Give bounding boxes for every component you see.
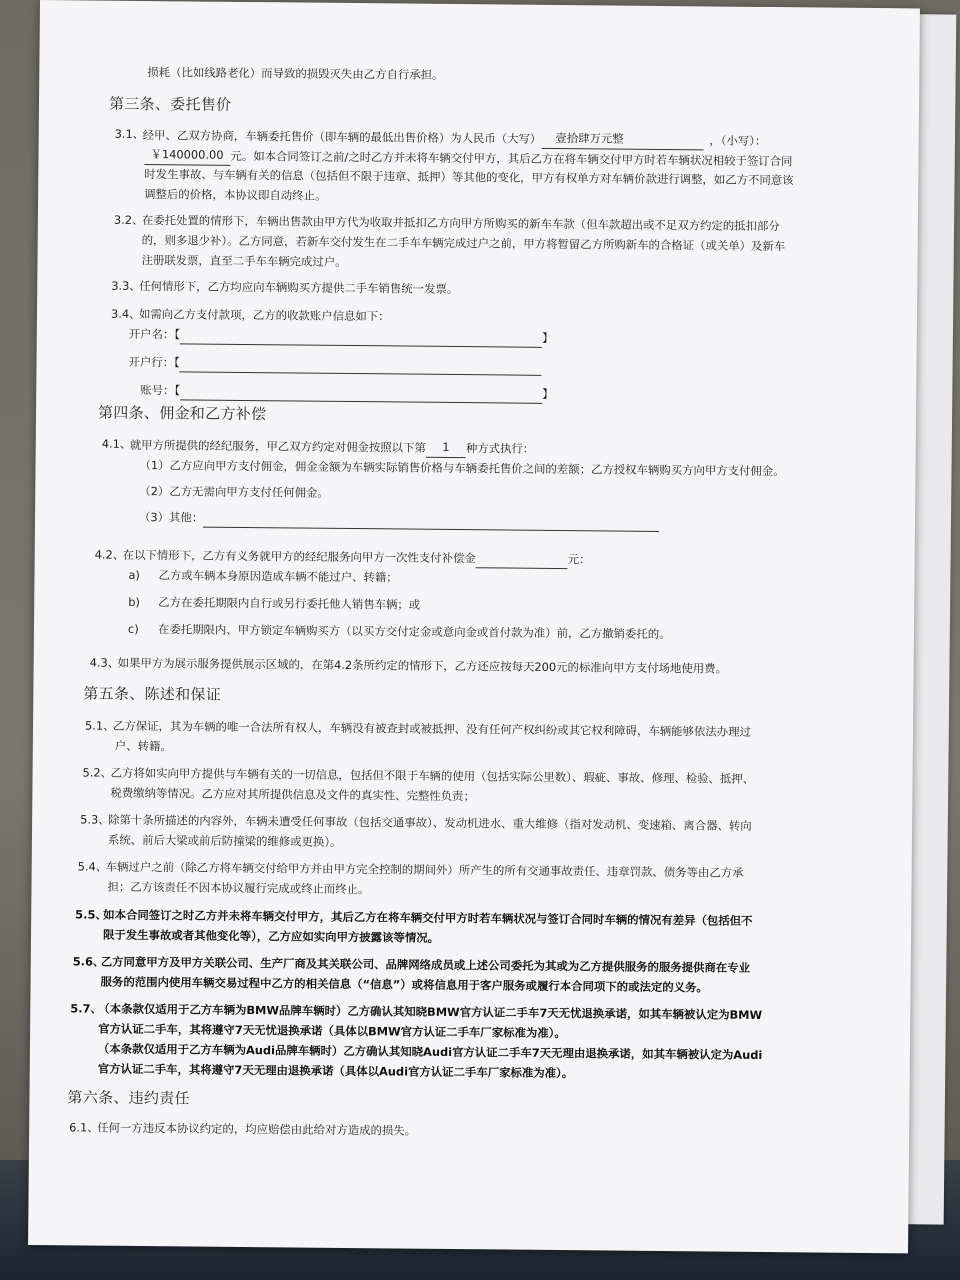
clause-5-5-line2: 限于发生事故或者其他变化等），乙方应如实向甲方披露该等情况。 <box>102 927 440 945</box>
contract-page <box>28 0 920 1253</box>
clause-3-2-line1: 在委托处置的情形下，车辆出售款由甲方代为收取并抵扣乙方向甲方所购买的新车车款（但车款超出或不足双方约定的抵扣部分 <box>141 212 780 234</box>
clause-4-1-text <box>130 435 535 459</box>
clause-5-5-number: 5.5、 <box>75 907 107 922</box>
clause-4-2-text-b: 元： <box>567 552 591 567</box>
article-4-title: 第四条、佣金和乙方补偿 <box>97 403 267 424</box>
clause-5-2-line1: 乙方将如实向甲方提供与车辆有关的一切信息，包括但不限于车辆的使用（包括实际公里数）、瑕疵、事故、修理、检验、抵押、 <box>110 765 755 786</box>
commission-other-input[interactable] <box>203 513 659 532</box>
clause-4-3-number: 4.3、 <box>89 655 120 670</box>
account-name-input[interactable] <box>180 329 542 347</box>
clause-3-4-number: 3.4、 <box>110 306 141 321</box>
clause-5-4-line1: 车辆过户之前（除乙方将车辆交付给甲方并由甲方完全控制的期间外）所产生的所有交通事故责任、违章罚款、债务等由乙方承 <box>105 859 744 880</box>
clause-5-4-number: 5.4、 <box>77 859 108 874</box>
commission-option-3-label: （3）其他： <box>138 509 204 525</box>
commission-option-2: （2）乙方无需向甲方支付任何佣金。 <box>139 483 329 500</box>
bank-input[interactable] <box>180 357 542 375</box>
price-words-field: 壹拾肆万元整 <box>541 129 703 151</box>
clause-6-1-text: 任何一方违反本协议约定的，均应赔偿由此给对方造成的损失。 <box>97 1120 417 1138</box>
clause-5-1-line2: 户、转籍。 <box>114 738 172 754</box>
item-c: 在委托期限内、甲方锁定车辆购买方（以买方交付定金或意向金或首付款为准）前，乙方撤销委托的。 <box>157 622 671 642</box>
clause-4-3-text: 如果甲方为展示服务提供展示区域的，在第4.2条所约定的情形下，乙方还应按每天200元的标准向甲方支付场地使用费。 <box>117 655 728 676</box>
commission-option-1: （1）乙方应向甲方支付佣金，佣金金额为车辆实际销售价格与车辆委托售价之间的差额；乙方授权车辆购买方向甲方支付佣金。 <box>139 457 785 479</box>
account-number-input[interactable] <box>180 385 542 403</box>
clause-5-7-line1: （本条款仅适用于乙方车辆为BMW品牌车辆时）乙方确认其知晓BMW官方认证二手车7天无忧退换承诺，如其车辆被认定为BMW <box>98 1001 763 1022</box>
compensation-amount-input[interactable] <box>476 553 568 569</box>
clause-3-3-text: 任何情形下，乙方均应向车辆购买方提供二手车销售统一发票。 <box>139 278 459 297</box>
clause-3-2-number: 3.2、 <box>113 212 144 228</box>
clause-5-6-number: 5.6、 <box>72 954 105 969</box>
clause-5-3-line1: 除第十条所描述的内容外，车辆未遭受任何事故（包括交通事故）、发动机进水、重大维修（指对发动机、变速箱、离合器、转向 <box>108 812 752 833</box>
clause-5-1-number: 5.1、 <box>84 718 115 733</box>
clause-3-4-text: 如需向乙方支付款项，乙方的收款账户信息如下： <box>138 306 390 324</box>
clause-5-7-line3: （本条款仅适用于乙方车辆为Audi品牌车辆时）乙方确认其知晓Audi官方认证二手车7天无理由退换承诺，如其车辆被认定为Audi <box>97 1041 763 1062</box>
account-name-label: 开户名： <box>128 326 175 342</box>
clause-5-5-line1: 如本合同签订之时乙方并未将车辆交付甲方，其后乙方在将车辆交付甲方时若车辆状况与签订合同时车辆的情况有差异（包括但不 <box>103 907 753 928</box>
article-5-title: 第五条、陈述和保证 <box>83 684 222 704</box>
bank-label: 开户行： <box>128 354 175 370</box>
clause-5-7-line2: 官方认证二手车，其将遵守7天无忧退换承诺（具体以BMW官方认证二手车厂家标准为准）。 <box>98 1021 566 1041</box>
price-figure-field: ￥140000.00 <box>144 145 230 166</box>
open-bracket: 【 <box>174 327 181 342</box>
clause-5-6-line1: 乙方同意甲方及甲方关联公司、生产厂商及其关联公司、品牌网络成员或上述公司委托为其或为乙方提供服务的服务提供商在专业 <box>100 954 751 975</box>
account-number-row <box>140 381 553 404</box>
open-bracket: 【 <box>174 355 180 370</box>
bank-row <box>128 353 541 376</box>
clause-5-1-line1: 乙方保证，其为车辆的唯一合法所有权人，车辆没有被查封或被抵押、没有任何产权纠纷或其它权利障碍，车辆能够依法办理过 <box>112 718 751 739</box>
item-b-label: b) <box>128 594 140 609</box>
top-line: 损耗（比如线路老化）而导致的损毁灭失由乙方自行承担。 <box>147 65 444 82</box>
clause-4-2-number: 4.2、 <box>94 547 125 562</box>
commission-option-3 <box>139 508 659 532</box>
open-bracket: 【 <box>174 383 181 398</box>
account-name-row <box>129 325 554 348</box>
item-a-label: a) <box>128 567 140 582</box>
clause-6-1-number: 6.1、 <box>69 1120 99 1135</box>
clause-4-1-number: 4.1、 <box>101 436 132 451</box>
clause-4-1-text-a: 就甲方所提供的经纪服务，甲乙双方约定对佣金按照以下第 <box>129 437 426 455</box>
clause-5-3-number: 5.3、 <box>80 812 110 827</box>
article-3-title: 第三条、委托售价 <box>108 94 232 114</box>
close-bracket: 】 <box>542 386 554 401</box>
clause-3-1-text-a: 经甲、乙双方协商，车辆委托售价（即车辆的最低出售价格）为人民币（大写） <box>142 127 542 146</box>
clause-3-2-line3: 注册联发票，直至二手车车辆完成过户。 <box>141 252 347 269</box>
clause-3-1-text-b: ，（小写）： <box>709 133 767 148</box>
article-6-title: 第六条、违约责任 <box>67 1088 190 1108</box>
clause-4-1-text-b: 种方式执行： <box>465 441 535 456</box>
account-number-label: 账号： <box>140 382 175 398</box>
clause-5-2-number: 5.2、 <box>82 765 113 780</box>
clause-3-1-line4: 调整后的价格，本协议即自动终止。 <box>144 187 327 203</box>
clause-3-3-number: 3.3、 <box>111 278 141 293</box>
clause-5-6-line2: 服务的范围内使用车辆交易过程中乙方的相关信息（“信息”）或将信息用于客户服务或履行本合同项下的或法定的义务。 <box>100 974 708 995</box>
clause-3-2-line2: 的，则多退少补）。乙方同意，若新车交付发生在二手车车辆完成过户之前，甲方将暂留乙方所购新车的合格证（或关单）及新车 <box>141 232 786 254</box>
clause-5-4-line2: 担；乙方该责任不因本协议履行完成或终止而终止。 <box>107 879 370 897</box>
item-b: 乙方在委托期限内自行或另行委托他人销售车辆；或 <box>158 595 421 612</box>
clause-3-1-text-c: 元。如本合同签订之前/之时乙方并未将车辆交付甲方，其后乙方在将车辆交付甲方时若车辆状况相较于签订合同 <box>230 148 793 169</box>
commission-option-field: 1 <box>426 438 466 458</box>
clause-5-2-line2: 税费缴纳等情况。乙方应对其所提供信息及文件的真实性、完整性负责； <box>110 785 475 804</box>
clause-3-1-line3: 时发生事故、与车辆有关的信息（包括但不限于违章、抵押）等其他的变化，甲方有权单方对车辆价款进行调整，如乙方不同意该 <box>144 167 794 188</box>
close-bracket: 】 <box>541 330 554 345</box>
clause-3-1-number: 3.1、 <box>114 126 145 142</box>
clause-4-2-text-a: 在以下情形下，乙方有义务就甲方的经纪服务向甲方一次性支付补偿金 <box>122 547 476 566</box>
clause-5-7-line4: 官方认证二手车，其将遵守7天无理由退换承诺（具体以Audi官方认证二手车厂家标准为准）。 <box>97 1061 574 1081</box>
item-c-label: c) <box>127 621 139 636</box>
clause-5-3-line2: 系统、前后大梁或前后防撞梁的维修或更换）。 <box>107 832 342 849</box>
clause-5-7-number: 5.7、 <box>70 1001 102 1016</box>
item-a: 乙方或车辆本身原因造成车辆不能过户、转籍； <box>158 568 398 585</box>
